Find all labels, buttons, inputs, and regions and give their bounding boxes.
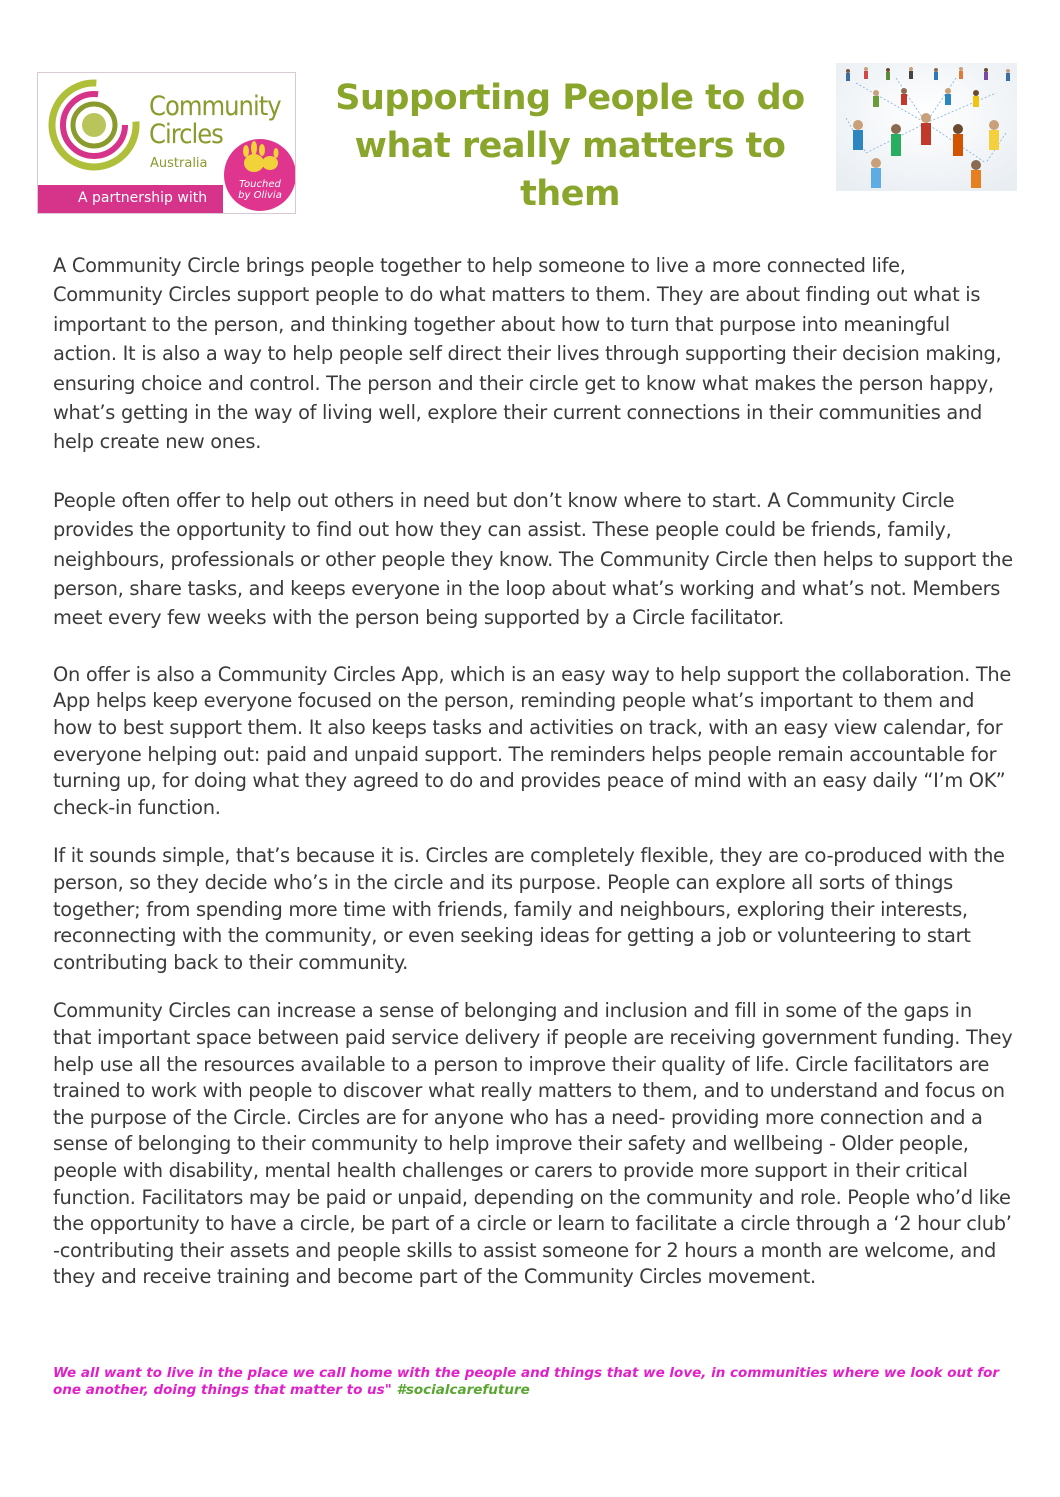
community-circles-logo (37, 72, 296, 214)
paragraph-belonging: Community Circles can increase a sense of belonging and inclusion and fill in some of the gaps in that important space between paid service delivery if people are receiving government funding. They help use all the resources available to a person to improve their quality of life. Circle facilitators are trained to work with people to discover what really matters to them, and to understand and focus on the purpose of the Circle. Circles are for anyone who has a need- providing more connection and a sense of belonging to their community to help improve their safety and wellbeing - Older people, people with disability, mental health challenges or carers to provide more support in their critical function. Facilitators may be paid or unpaid, depending on the community and role. People who’d like the opportunity to have a circle, be part of a circle or learn to facilitate a circle through a ‘2 hour club’ -contributing their assets and people skills to assist someone for 2 hours a month are welcome, and they and receive training and become part of the Community Circles movement. (53, 999, 1013, 1289)
partner-line2: by Olivia (238, 190, 282, 201)
partner-name (224, 179, 296, 201)
body-text (53, 251, 1013, 1313)
paragraph-app: On offer is also a Community Circles App, which is an easy way to help support the collaboration. The App helps keep everyone focused on the person, reminding people what’s important to them and how to best support them. It also keeps tasks and activities on track, with an easy view calendar, for everyone helping out: paid and unpaid support. The reminders helps people remain accountable for turning up, for doing what they agreed to do and provides peace of mind with an easy daily “I’m OK” check-in function. (53, 662, 1012, 819)
closing-quote (53, 1365, 1013, 1399)
paragraph-helping-others: People often offer to help out others in need but don’t know where to start. A Community Circle provides the opportunity to find out how they can assist. These people could be friends, family, neighbours, professionals or other people they know. The Community Circle then helps to support the person, share tasks, and keeps everyone in the loop about what’s working and what’s not. Members meet every few weeks with the person being supported by a Circle facilitator. (53, 488, 1013, 630)
quote-text: We all want to live in the place we call home with the people and things that we love, in communities where we look out for one another, doing things that matter to us" (53, 1365, 1000, 1398)
logo-word-circles: Circles (149, 119, 223, 150)
handprint-icon (224, 139, 296, 179)
partnership-band (38, 185, 223, 213)
touched-by-olivia-badge (224, 139, 296, 211)
partnership-label: A partnership with (78, 190, 208, 206)
logo-subtitle: Australia (150, 156, 208, 171)
partner-line1: Touched (239, 179, 281, 190)
paragraph-flexible: If it sounds simple, that’s because it is. Circles are completely flexible, they are co-produced with the person, so they decide who’s in the circle and its purpose. People can explore all sorts of things together; from spending more time with friends, family and neighbours, exploring their interests, reconnecting with the community, or even seeking ideas for getting a job or volunteering to start contributing back to their community. (53, 844, 1005, 974)
hashtag: #socialcarefuture (396, 1382, 530, 1398)
paragraph-intro: A Community Circle brings people together to help someone to live a more connected life, Community Circles support people to do what matters to them. They are about finding out what is important to the person, and thinking together about how to turn that purpose into meaningful action. It is also a way to help people self direct their lives through supporting their decision making, ensuring choice and control. The person and their circle get to know what makes the person happy, what’s getting in the way of living well, explore their current connections in their communities and help create new ones. (53, 254, 1002, 454)
logo-word-community: Community (149, 91, 281, 122)
page-title: Supporting People to do what really matters to them (335, 78, 805, 214)
people-network-image (836, 63, 1017, 191)
